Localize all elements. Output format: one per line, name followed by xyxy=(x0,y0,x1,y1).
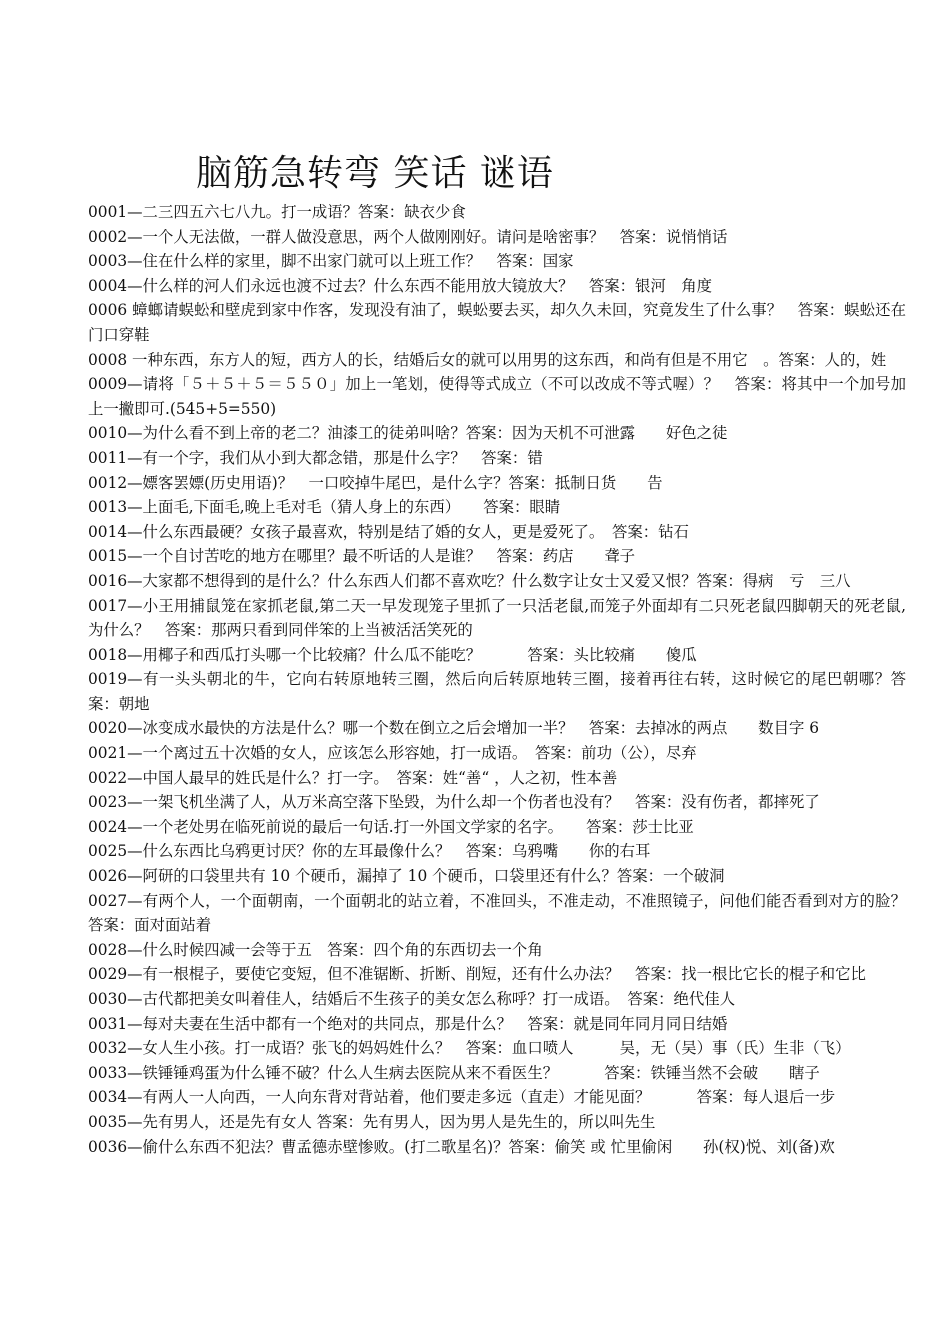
list-item: 0034—有两人一人向西，一人向东背对背站着，他们要走多远（直走）才能见面？ 答案：每人退后一步 xyxy=(88,1088,836,1107)
riddle-list xyxy=(88,200,922,1159)
list-item: 0025—什么东西比乌鸦更讨厌？你的左耳最像什么？ 答案：乌鸦嘴 你的右耳 xyxy=(88,842,651,861)
list-item: 0021—一个离过五十次婚的女人，应该怎么形容她，打一成语。 答案：前功（公），尽弃 xyxy=(88,744,697,763)
list-item: 0018—用椰子和西瓜打头哪一个比较痛？什么瓜不能吃？ 答案：头比较痛 傻瓜 xyxy=(88,645,697,664)
list-item: 0006 蟑螂请蜈蚣和壁虎到家中作客，发现没有油了，蜈蚣要去买，却久久未回，究竟发生了什么事？ 答案：蜈蚣还在门口穿鞋 xyxy=(88,301,906,344)
list-item: 0022—中国人最早的姓氏是什么？打一字。 答案：姓“善“ ，人之初，性本善 xyxy=(88,768,618,787)
list-item: 0002—一个人无法做，一群人做没意思，两个人做刚刚好。请问是啥密事？ 答案：说悄悄话 xyxy=(88,227,728,246)
list-item: 0017—小王用捕鼠笼在家抓老鼠,第二天一早发现笼子里抓了一只活老鼠,而笼子外面却有二只死老鼠四脚朝天的死老鼠,为什么？ 答案：那两只看到同伴笨的上当被活活笑死的 xyxy=(88,596,906,640)
list-item: 0019—有一头头朝北的牛，它向右转原地转三圈，然后向后转原地转三圈，接着再往右转，这时候它的尾巴朝哪？答案：朝地 xyxy=(88,670,906,713)
list-item: 0029—有一根棍子，要使它变短，但不准锯断、折断、削短，还有什么办法？ 答案：找一根比它长的棍子和它比 xyxy=(88,965,866,984)
list-item: 0014—什么东西最硬？女孩子最喜欢，特别是结了婚的女人，更是爱死了。 答案：钻石 xyxy=(88,522,689,541)
list-item: 0036—偷什么东西不犯法？曹孟德赤壁惨败。(打二歌星名)？答案：偷笑 或 忙里偷闲 孙(权)悦、刘(备)欢 xyxy=(88,1137,835,1156)
list-item: 0016—大家都不想得到的是什么？什么东西人们都不喜欢吃？什么数字让女士又爱又恨？答案：得病 亏 三八 xyxy=(88,571,851,590)
list-item: 0023—一架飞机坐满了人，从万米高空落下坠毁，为什么却一个伤者也没有？ 答案：没有伤者，都摔死了 xyxy=(88,793,820,812)
list-item: 0004—什么样的河人们永远也渡不过去？什么东西不能用放大镜放大？ 答案：银河 角度 xyxy=(88,276,713,295)
list-item: 0012—嫖客罢嫖(历史用语)？ 一口咬掉牛尾巴，是什么字？答案：抵制日货 告 xyxy=(88,473,663,492)
list-item: 0001—二三四五六七八九。打一成语？答案：缺衣少食 xyxy=(88,203,466,221)
list-item: 0010—为什么看不到上帝的老二？油漆工的徒弟叫啥？答案：因为天机不可泄露 好色之徒 xyxy=(88,424,728,443)
list-item: 0009—请将「５＋５＋５＝５５０」加上一笔划，使得等式成立（不可以改成不等式喔）？ 答案：将其中一个加号加上一撇即可.(545+5=550) xyxy=(88,375,906,418)
list-item: 0011—有一个字，我们从小到大都念错，那是什么字？ 答案：错 xyxy=(88,448,543,467)
list-item: 0028—什么时候四减一会等于五 答案：四个角的东西切去一个角 xyxy=(88,940,543,959)
list-item: 0026—阿研的口袋里共有 10 个硬币，漏掉了 10 个硬币，口袋里还有什么？答案：一个破洞 xyxy=(88,867,725,886)
list-item: 0024—一个老处男在临死前说的最后一句话.打一外国文学家的名字。 答案：莎士比亚 xyxy=(88,817,694,836)
list-item: 0035—先有男人，还是先有女人 答案：先有男人，因为男人是先生的，所以叫先生 xyxy=(88,1112,656,1131)
list-item: 0031—每对夫妻在生活中都有一个绝对的共同点，那是什么？ 答案：就是同年同月同日结婚 xyxy=(88,1014,728,1033)
list-item: 0032—女人生小孩。打一成语？张飞的妈妈姓什么？ 答案：血口喷人 吴，无（吴）事（氏）生非（飞） xyxy=(88,1039,851,1058)
list-item: 0030—古代都把美女叫着佳人，结婚后不生孩子的美女怎么称呼？打一成语。 答案：绝代佳人 xyxy=(88,990,736,1008)
list-item: 0027—有两个人，一个面朝南，一个面朝北的站立着，不准回头，不准走动，不准照镜子，问他们能否看到对方的脸？ 答案：面对面站着 xyxy=(88,891,922,935)
list-item: 0020—冰变成水最快的方法是什么？哪一个数在倒立之后会增加一半？ 答案：去掉冰的两点 数目字 6 xyxy=(88,719,820,738)
page-title: 脑筋急转弯 笑话 谜语 xyxy=(196,153,554,194)
list-item: 0013—上面毛,下面毛,晚上毛对毛（猜人身上的东西） 答案：眼睛 xyxy=(88,498,561,517)
list-item: 0015—一个自讨苦吃的地方在哪里？最不听话的人是谁？ 答案：药店 聋子 xyxy=(88,547,636,566)
list-item: 0008 一种东西，东方人的短，西方人的长，结婚后女的就可以用男的这东西，和尚有但是不用它 。答案：人的，姓 xyxy=(88,350,887,369)
list-item: 0033—铁锤锤鸡蛋为什么锤不破？什么人生病去医院从来不看医生？ 答案：铁锤当然不会破 瞎子 xyxy=(88,1063,820,1082)
list-item: 0003—住在什么样的家里，脚不出家门就可以上班工作？ 答案：国家 xyxy=(88,252,574,271)
